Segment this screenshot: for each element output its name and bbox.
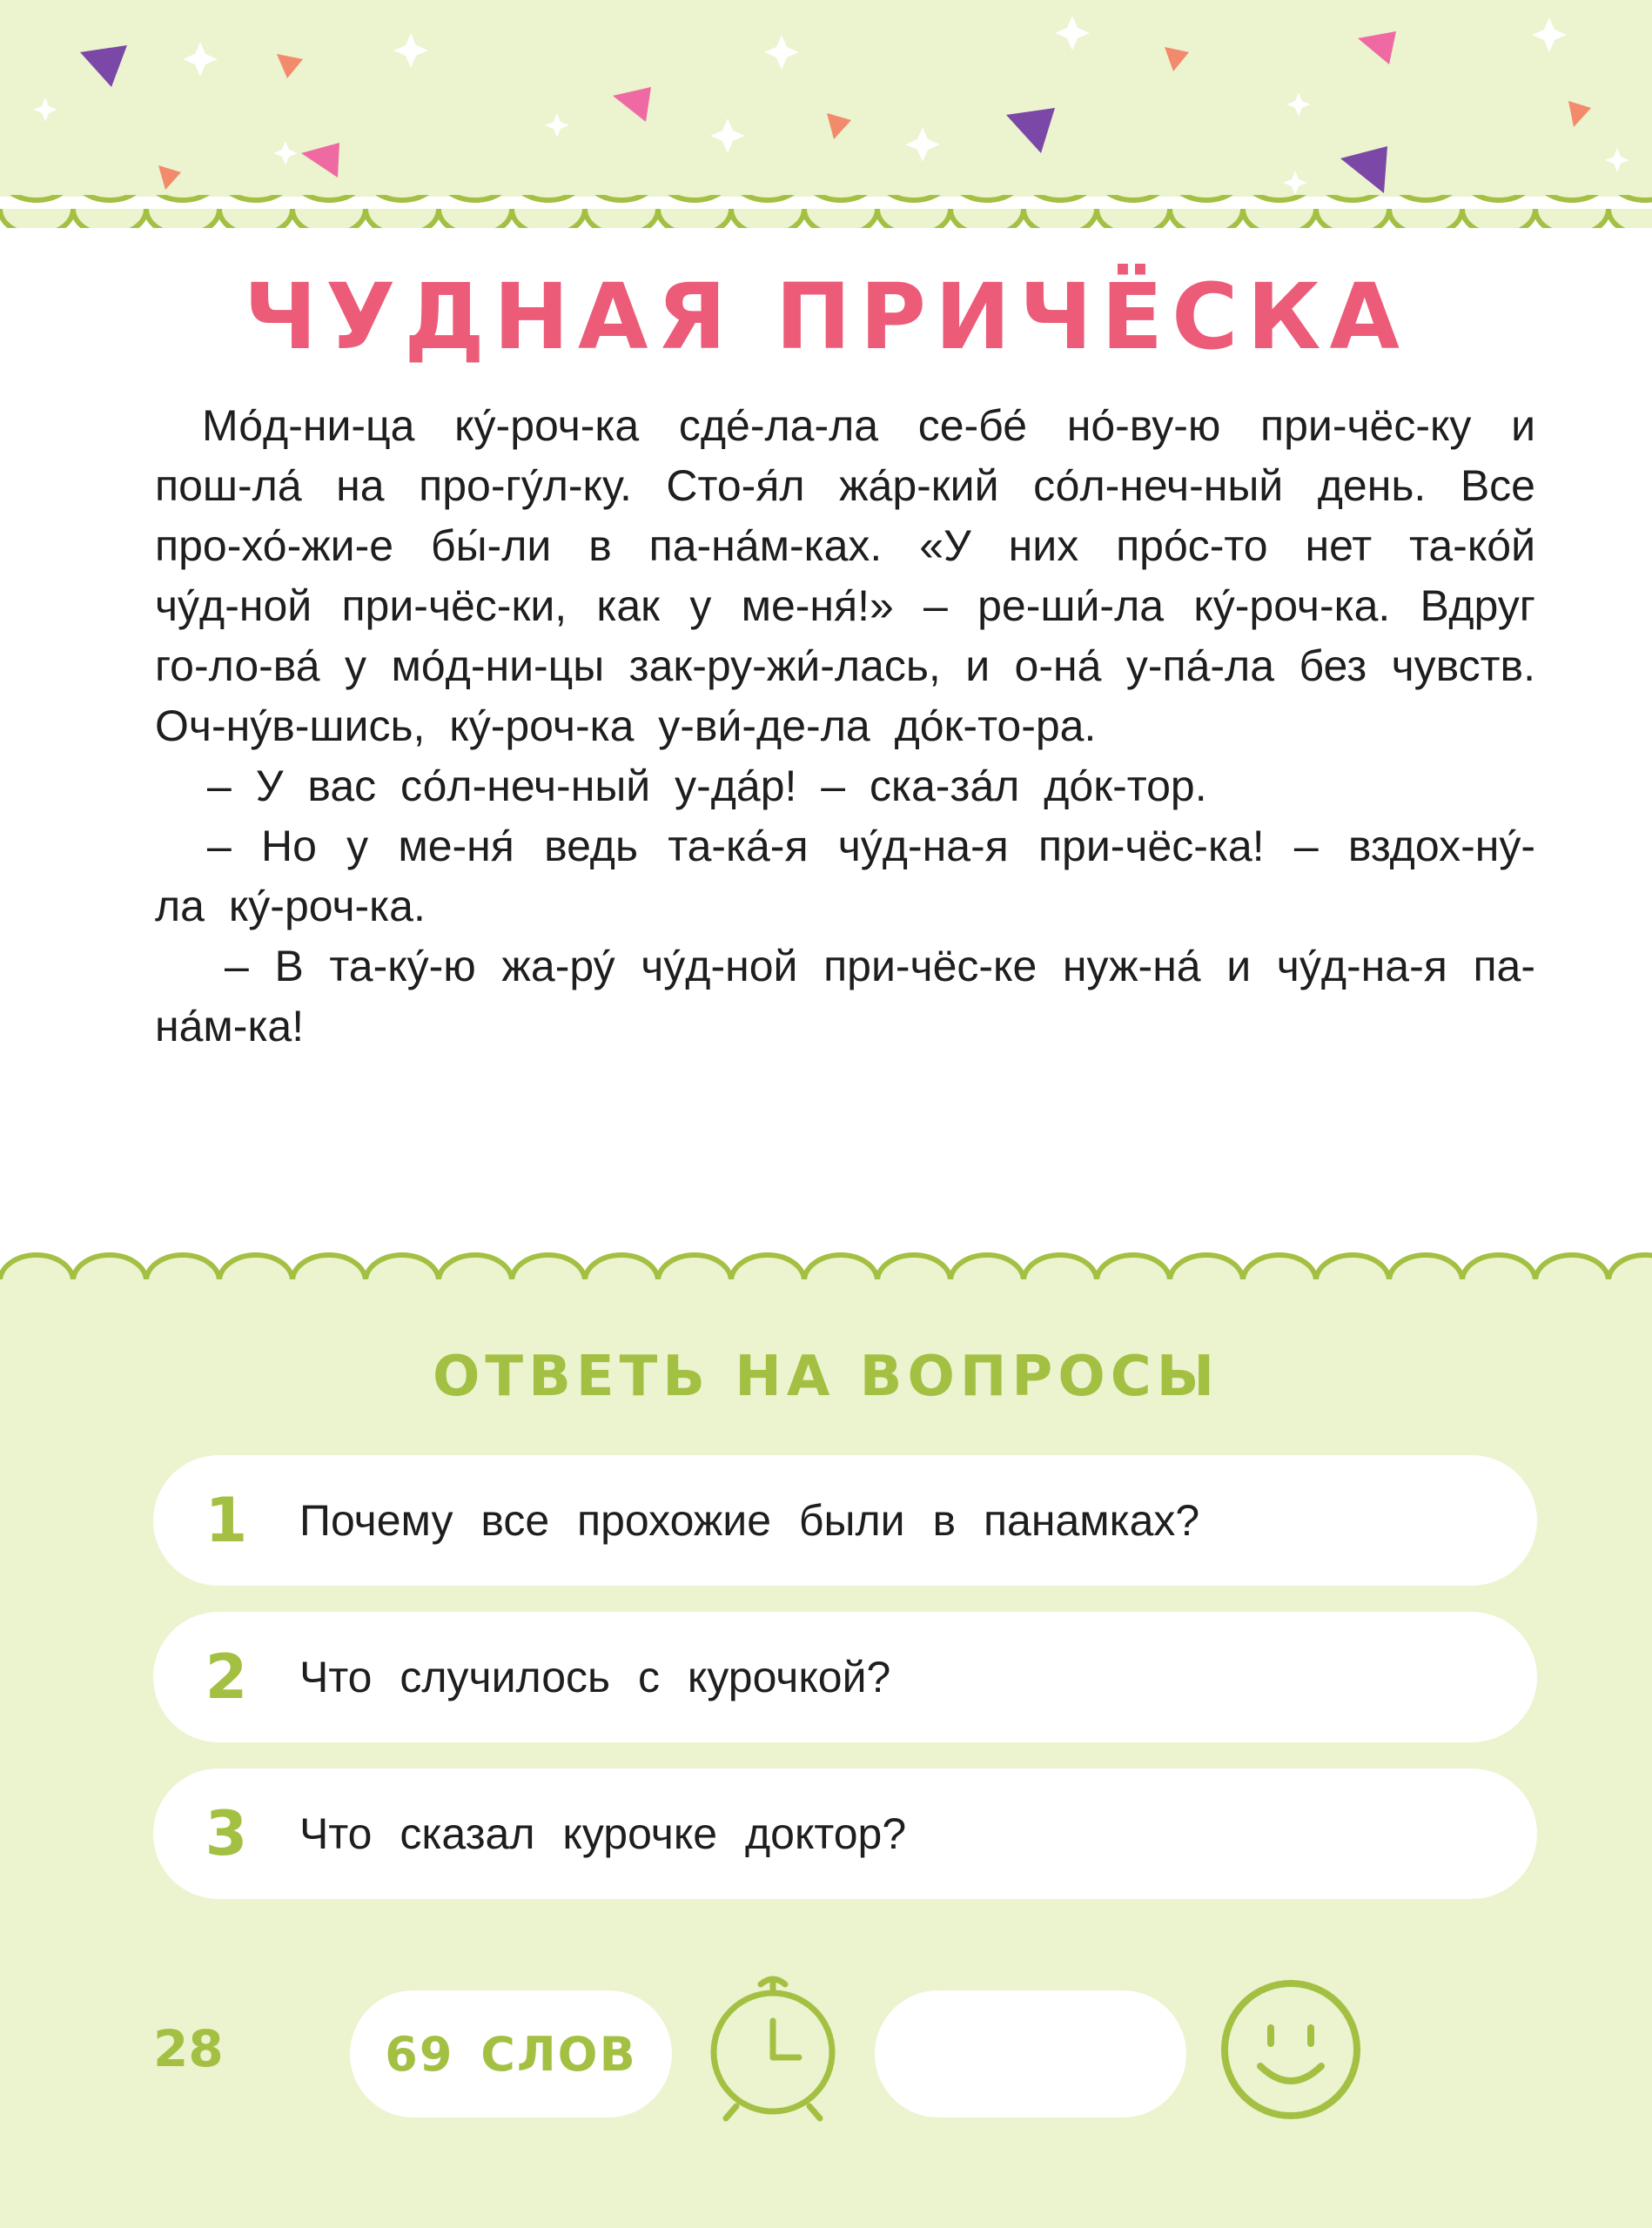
story-title: ЧУДНАЯ ПРИЧЁСКА: [244, 264, 1408, 370]
question-text: Что сказал курочке доктор?: [299, 1809, 907, 1858]
story-paragraph: Мо́д-ни-ца ку́-роч-ка сде́-ла-ла се-бе́ но́-ву-ю при-чёс-ку и пош-ла́ на про-гу́л-ку. Сто-я́л жа́р-кий со́л-неч-ный день. Все про-хо́-жи-е бы́-ли в па-на́м-ках. «У них про́с-то нет та-ко́й чу́д-ной при-чёс-ки, как у ме-ня́!» – ре-ши́-ла ку́-роч-ка. Вдруг го-ло-ва́ у мо́д-ни-цы зак-ру-жи́-лась, и о-на́ у-па́-ла без чувств. Оч-ну́в-шись, ку́-роч-ка у-ви́-де-ла до́к-то-ра.: [155, 401, 1535, 750]
word-count-badge: 69 СЛОВ: [350, 1990, 672, 2117]
page-number: 28: [153, 2019, 224, 2078]
smiley-face-icon: [1217, 1976, 1365, 2124]
alarm-clock-icon: [703, 1969, 843, 2122]
question-number: 1: [205, 1485, 248, 1556]
question-card: [153, 1455, 1537, 1586]
story-paragraph: – В та-ку́-ю жа-ру́ чу́д-ной при-чёс-ке нуж-на́ и чу́д-на-я па-на́м-ка!: [155, 942, 1535, 1050]
question-number: 2: [205, 1641, 248, 1713]
question-text: Почему все прохожие были в панамках?: [299, 1496, 1200, 1545]
story-paragraph: – Но у ме-ня́ ведь та-ка́-я чу́д-на-я при-чёс-ка! – вздох-ну́-ла ку́-роч-ка.: [155, 822, 1535, 930]
top-decorative-band: [0, 0, 1652, 228]
question-text: Что случилось с курочкой?: [299, 1653, 891, 1701]
questions-heading: ОТВЕТЬ НА ВОПРОСЫ: [433, 1345, 1219, 1409]
story-paragraph: – У вас со́л-неч-ный у-да́р! – ска-за́л до́к-тор.: [207, 762, 1207, 810]
question-card: [153, 1768, 1537, 1899]
reading-time-field[interactable]: [875, 1990, 1186, 2117]
story-text: [155, 396, 1535, 1057]
question-number: 3: [205, 1798, 248, 1869]
question-card: [153, 1612, 1537, 1742]
